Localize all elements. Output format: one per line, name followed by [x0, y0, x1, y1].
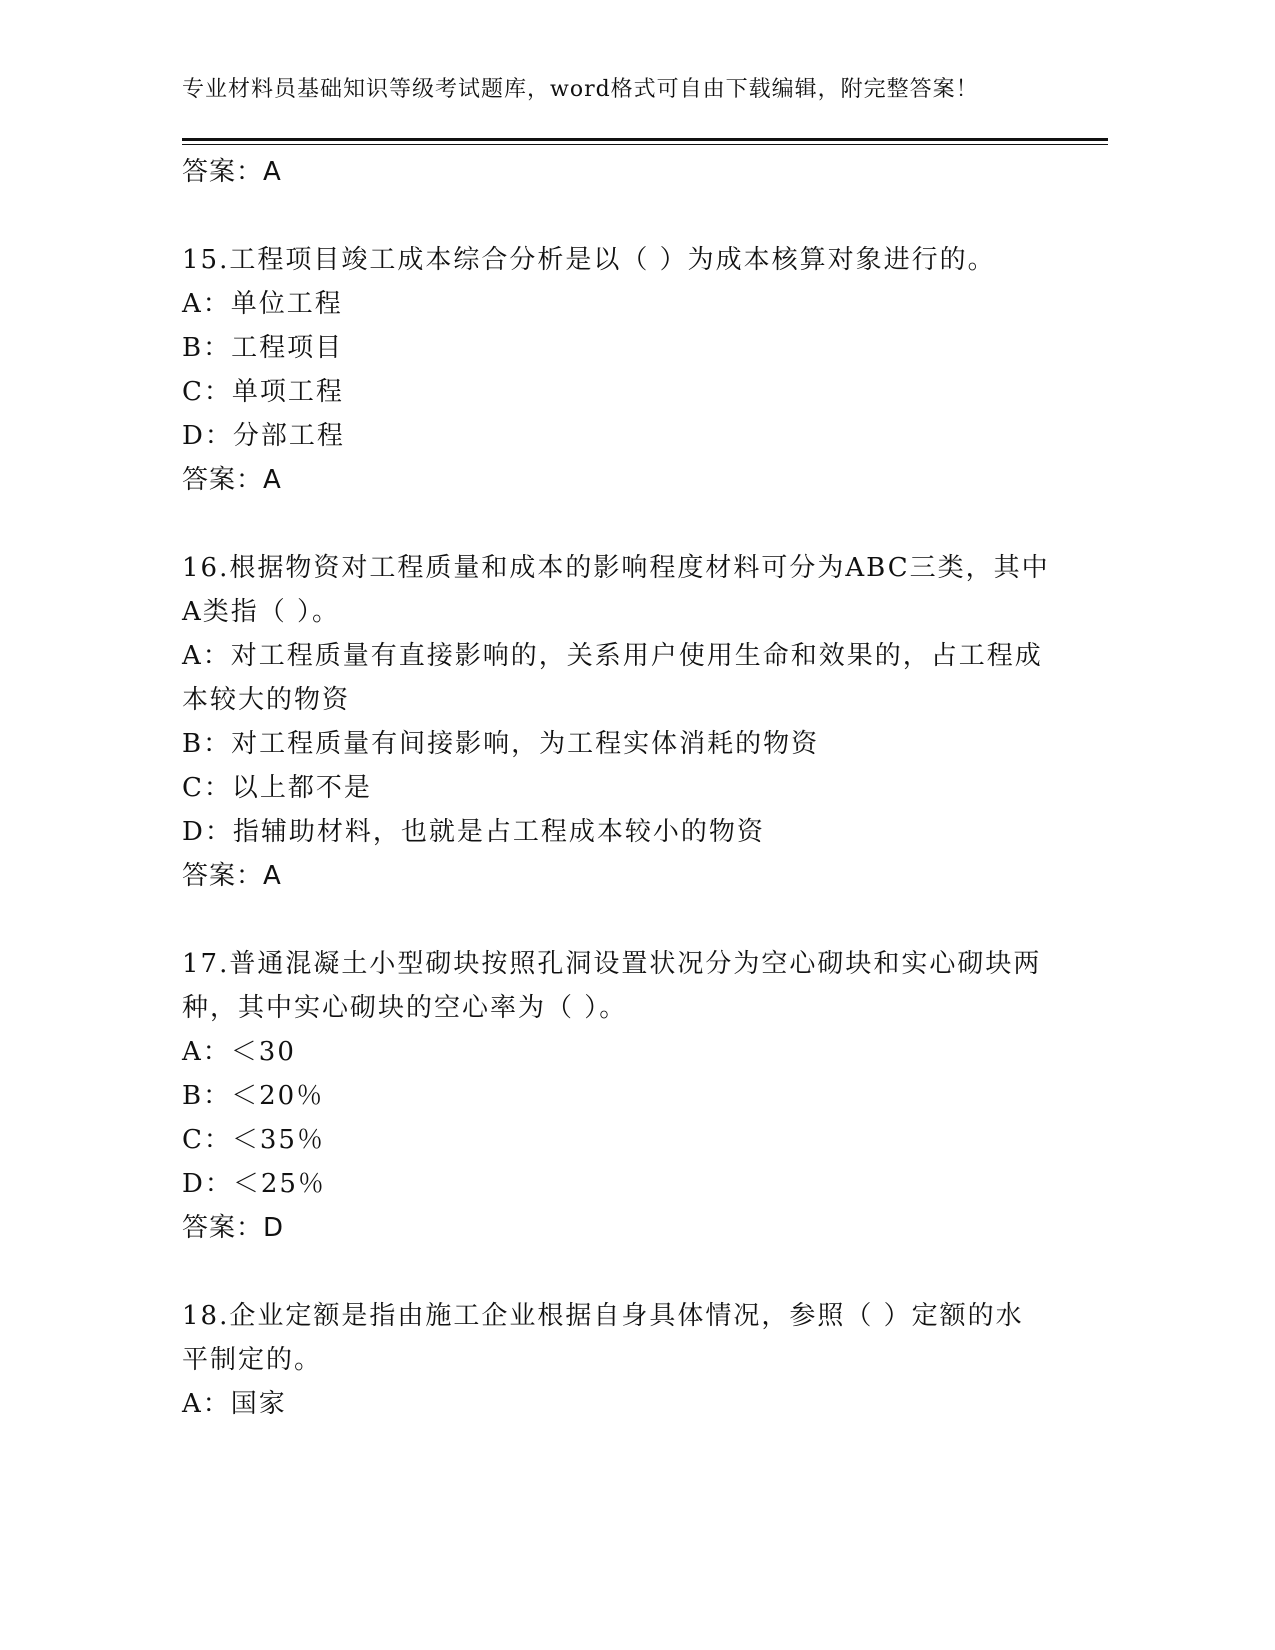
- question-block: [182, 238, 1042, 502]
- header-rule-thin: [182, 144, 1108, 145]
- header-rule-thick: [182, 138, 1108, 141]
- option-line: C：＜35％: [182, 1125, 325, 1155]
- option-line: C：以上都不是: [182, 773, 372, 803]
- question-spacer: [182, 502, 1042, 546]
- answer-line: 答案：D: [182, 1213, 285, 1243]
- question-stem-line: 18.企业定额是指由施工企业根据自身具体情况，参照（ ）定额的水: [182, 1301, 1024, 1331]
- question-spacer: [182, 194, 1042, 238]
- option-line: A：单位工程: [182, 289, 343, 319]
- option-line: C：单项工程: [182, 377, 344, 407]
- question-block: [182, 942, 1042, 1250]
- answer-line: 答案：A: [182, 465, 282, 495]
- question-stem-line: 15.工程项目竣工成本综合分析是以（ ）为成本核算对象进行的。: [182, 245, 996, 275]
- question-block: [182, 1294, 1042, 1426]
- question-content: [182, 150, 1050, 1426]
- option-line: B：＜20％: [182, 1081, 325, 1111]
- option-line: B：对工程质量有间接影响，为工程实体消耗的物资: [182, 729, 820, 759]
- question-stem-line: 平制定的。: [182, 1345, 323, 1375]
- question-stem-line: A类指（ ）。: [182, 597, 341, 627]
- question-spacer: [182, 1250, 1042, 1294]
- question-stem-line: 16.根据物资对工程质量和成本的影响程度材料可分为ABC三类，其中: [182, 553, 1050, 583]
- question-stem-line: 种，其中实心砌块的空心率为（ ）。: [182, 993, 628, 1023]
- option-line: A：＜30: [182, 1037, 296, 1067]
- option-line: 本较大的物资: [182, 685, 351, 715]
- option-line: B：工程项目: [182, 333, 344, 363]
- question-stem-line: 17.普通混凝土小型砌块按照孔洞设置状况分为空心砌块和实心砌块两: [182, 949, 1042, 979]
- question-list: [182, 194, 1050, 1426]
- option-line: A：国家: [182, 1389, 287, 1419]
- option-line: A：对工程质量有直接影响的，关系用户使用生命和效果的，占工程成: [182, 641, 1043, 671]
- answer-line: 答案：A: [182, 861, 282, 891]
- option-line: D：分部工程: [182, 421, 345, 451]
- question-spacer: [182, 898, 1042, 942]
- option-line: D：指辅助材料，也就是占工程成本较小的物资: [182, 817, 765, 847]
- option-line: D：＜25％: [182, 1169, 326, 1199]
- page-header: 专业材料员基础知识等级考试题库，word格式可自由下载编辑，附完整答案！: [182, 77, 979, 102]
- question-block: [182, 546, 1050, 898]
- answer-line: 答案：A: [182, 157, 282, 187]
